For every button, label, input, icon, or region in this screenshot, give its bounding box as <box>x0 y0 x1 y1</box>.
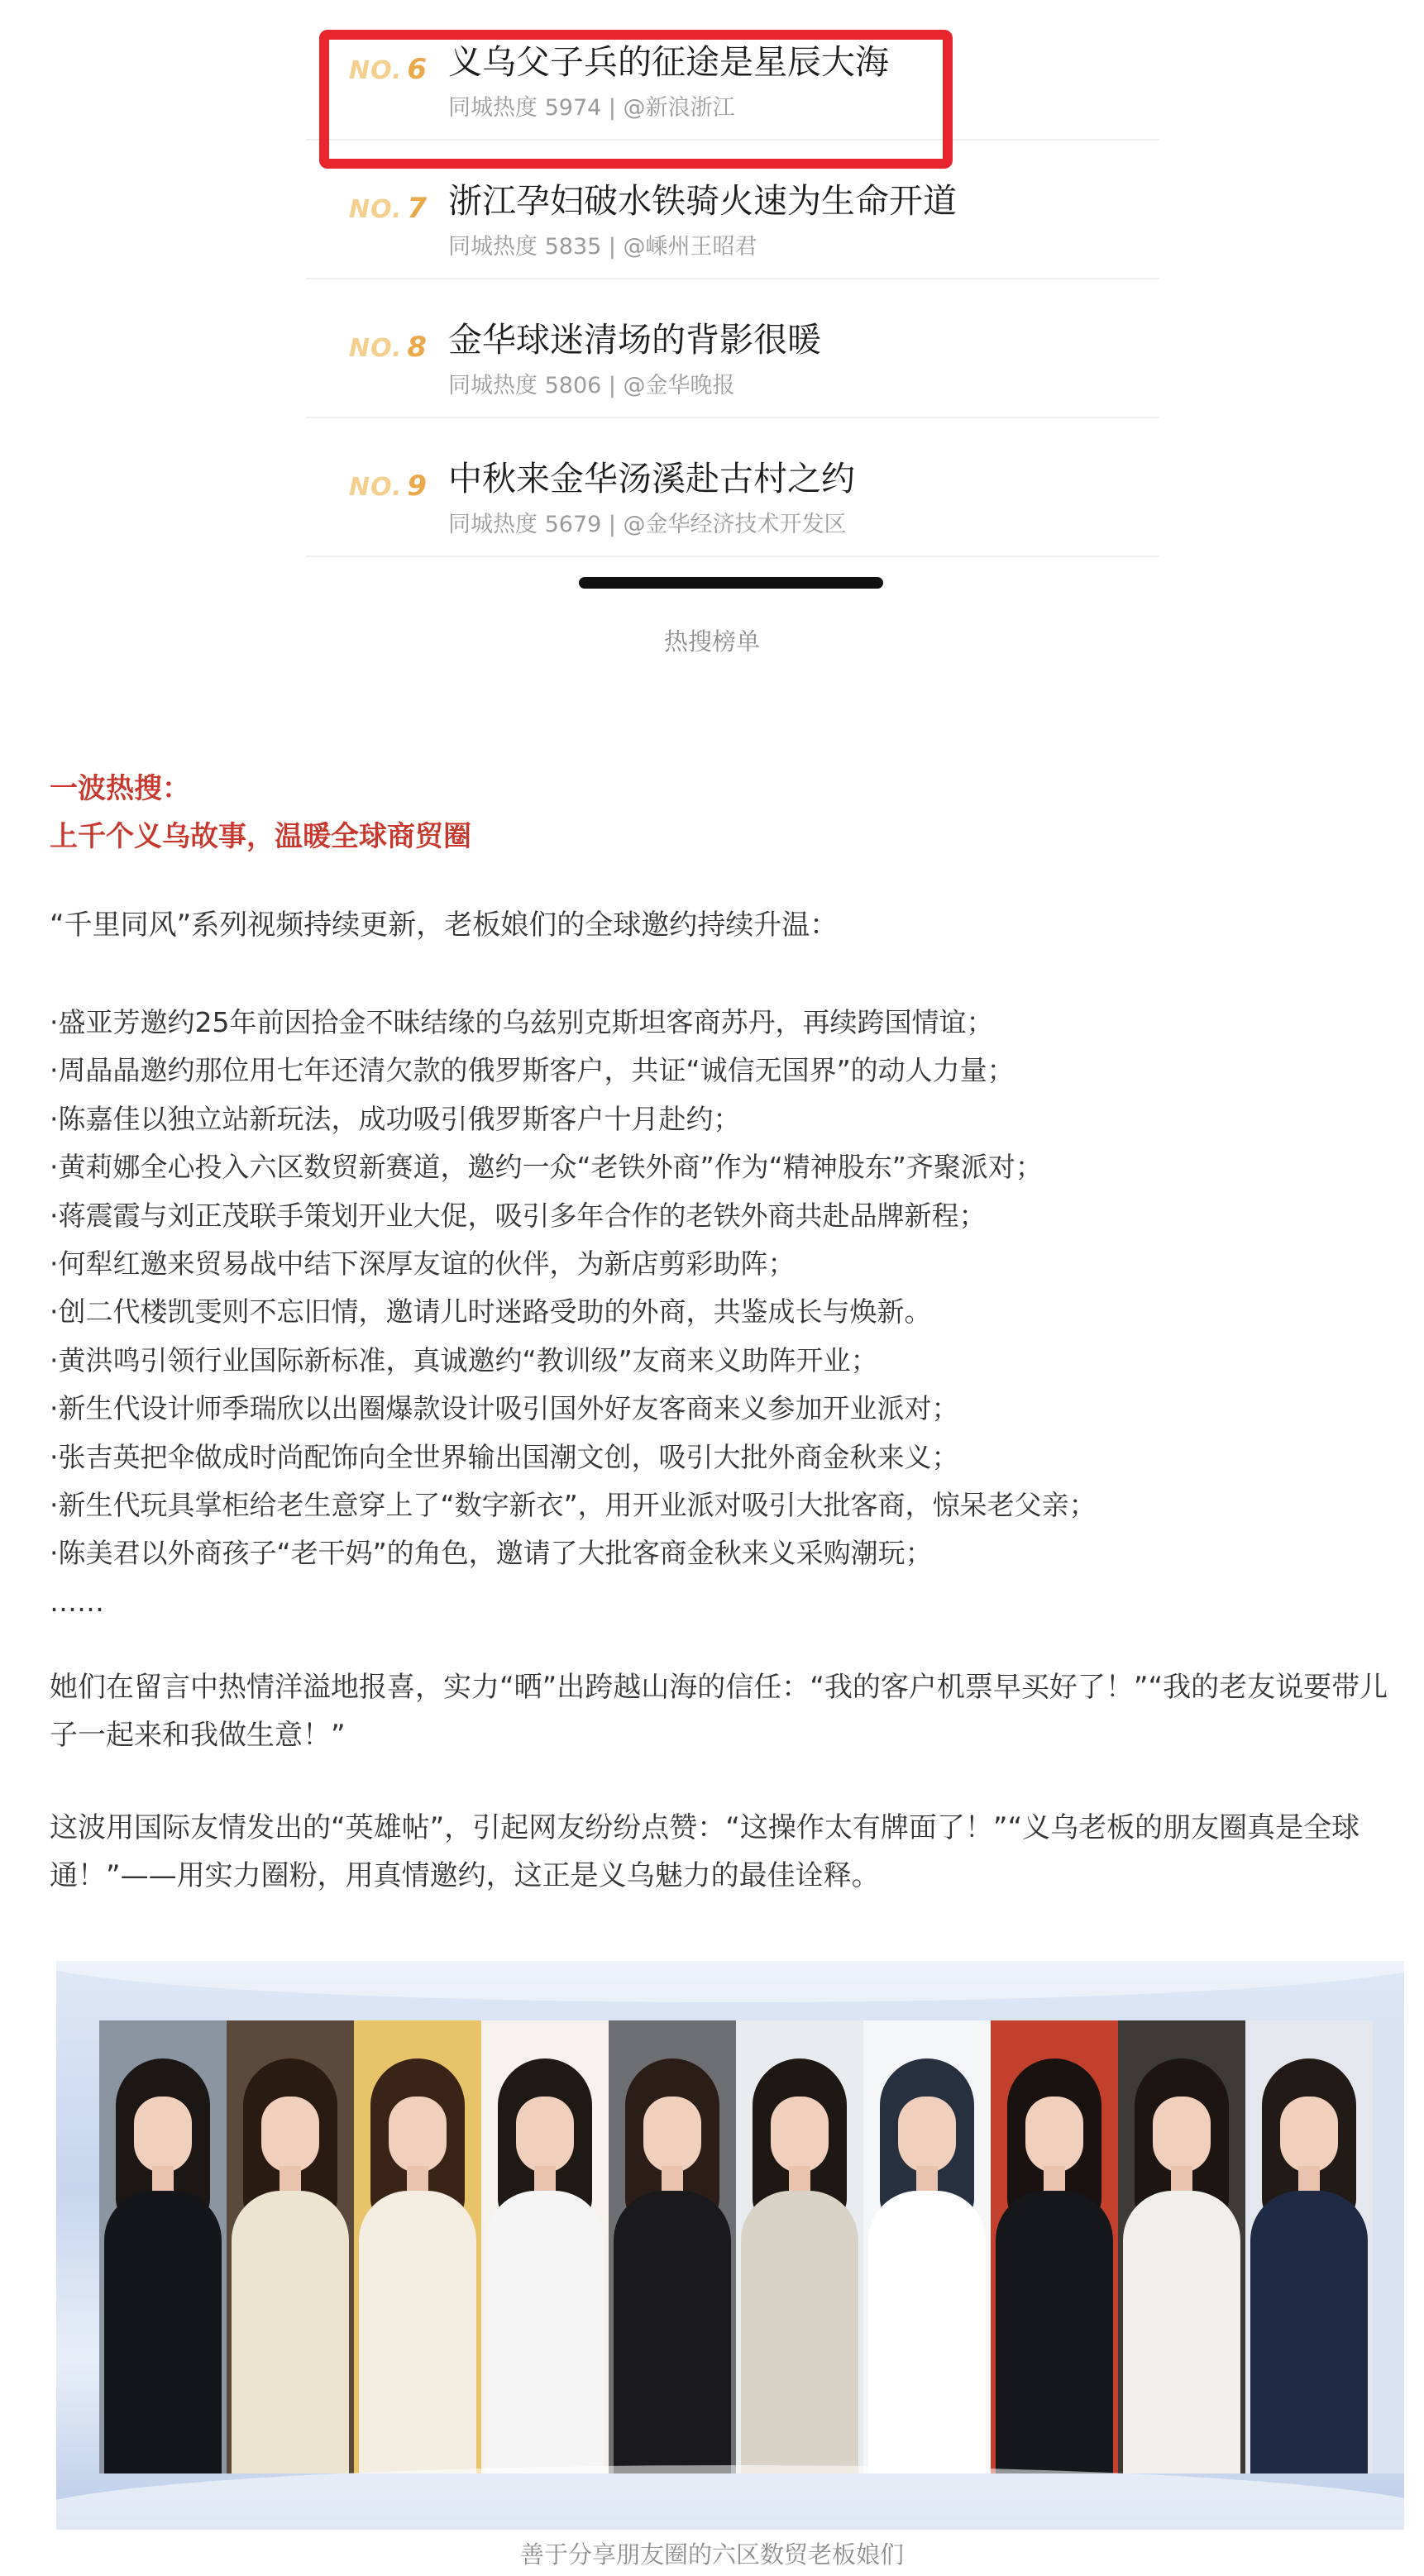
intro-paragraph: “千里同风”系列视频持续更新，老板娘们的全球邀约持续升温： <box>50 909 839 942</box>
section-heading-line2: 上千个义乌故事，温暖全球商贸圈 <box>50 820 471 853</box>
list-item: ·周晶晶邀约那位用七年还清欠款的俄罗斯客户，共证“诚信无国界”的动人力量； <box>50 1054 1015 1087</box>
hot-search-meta: 同城热度 5835 | @嵊州王昭君 <box>448 234 757 260</box>
hot-search-item-9[interactable] <box>306 417 1159 557</box>
list-item: ·何犁红邀来贸易战中结下深厚友谊的伙伴，为新店剪彩助阵； <box>50 1247 796 1280</box>
hot-search-item-8[interactable] <box>306 278 1159 418</box>
list-item: ·陈美君以外商孩子“老干妈”的角色，邀请了大批客商金秋来义采购潮玩； <box>50 1537 933 1570</box>
rank-badge: NO. 9 <box>349 470 428 503</box>
rank-badge: NO. 7 <box>349 192 428 225</box>
section-heading-line1: 一波热搜： <box>50 772 190 805</box>
rank-badge: NO. 6 <box>349 53 428 86</box>
portrait <box>481 2020 609 2473</box>
list-item: ·黄莉娜全心投入六区数贸新赛道，邀约一众“老铁外商”作为“精神股东”齐聚派对； <box>50 1151 1043 1184</box>
list-item: ·新生代玩具掌柜给老生意穿上了“数字新衣”，用开业派对吸引大批客商，惊呆老父亲； <box>50 1488 1097 1521</box>
ellipsis: …… <box>50 1586 104 1618</box>
portrait <box>227 2020 354 2473</box>
hot-search-title: 义乌父子兵的征途是星辰大海 <box>448 42 889 82</box>
hot-search-meta: 同城热度 5806 | @金华晚报 <box>448 373 735 398</box>
decorative-wave <box>56 1961 1404 2002</box>
list-item: ·蒋震霞与刘正茂联手策划开业大促，吸引多年合作的老铁外商共赴品牌新程； <box>50 1199 987 1232</box>
decorative-wave <box>56 2465 1404 2530</box>
hot-search-title: 中秋来金华汤溪赴古村之约 <box>448 459 855 499</box>
list-item: ·陈嘉佳以独立站新玩法，成功吸引俄罗斯客户十月赴约； <box>50 1102 741 1135</box>
invitation-list <box>50 999 1414 1578</box>
list-item: ·新生代设计师季瑞欣以出圈爆款设计吸引国外好友客商来义参加开业派对； <box>50 1392 959 1425</box>
portrait <box>354 2020 481 2473</box>
portrait <box>863 2020 991 2473</box>
photo-caption: 善于分享朋友圈的六区数贸老板娘们 <box>519 2540 904 2569</box>
list-item: ·创二代楼凯雯则不忘旧情，邀请儿时迷路受助的外商，共鉴成长与焕新。 <box>50 1295 932 1329</box>
list-item: ·盛亚芳邀约25年前因拾金不昧结缘的乌兹别克斯坦客商苏丹，再续跨国情谊； <box>50 1006 994 1038</box>
hot-search-title: 金华球迷清场的背影很暖 <box>448 320 821 360</box>
portrait <box>609 2020 736 2473</box>
paragraph-reports: 她们在留言中热情洋溢地报喜，实力“晒”出跨越山海的信任：“我的客户机票早买好了！”“我的老友说要带儿子一起来和我做生意！” <box>50 1671 1388 1752</box>
boss-ladies-photo <box>56 1961 1404 2530</box>
highlight-box <box>319 30 953 169</box>
list-item: ·张吉英把伞做成时尚配饰向全世界输出国潮文创，吸引大批外商金秋来义； <box>50 1440 959 1473</box>
hot-search-meta: 同城热度 5679 | @金华经济技术开发区 <box>448 512 847 537</box>
portrait <box>1245 2020 1373 2473</box>
paragraph-praise: 这波用国际友情发出的“英雄帖”，引起网友纷纷点赞：“这操作太有牌面了！”“义乌老板的朋友圈真是全球通！”——用实力圈粉，用真情邀约，这正是义乌魅力的最佳诠释。 <box>50 1811 1360 1892</box>
portrait <box>99 2020 227 2473</box>
screenshot-caption: 热搜榜单 <box>663 627 760 656</box>
portrait <box>736 2020 863 2473</box>
hot-search-meta: 同城热度 5974 | @新浪浙江 <box>448 95 735 121</box>
portrait <box>1118 2020 1245 2473</box>
rank-badge: NO. 8 <box>349 331 428 364</box>
portrait <box>991 2020 1118 2473</box>
hot-search-title: 浙江孕妇破水铁骑火速为生命开道 <box>448 181 957 221</box>
home-indicator[interactable] <box>579 577 883 589</box>
list-item: ·黄洪鸣引领行业国际新标准，真诚邀约“教训级”友商来义助阵开业； <box>50 1343 878 1376</box>
